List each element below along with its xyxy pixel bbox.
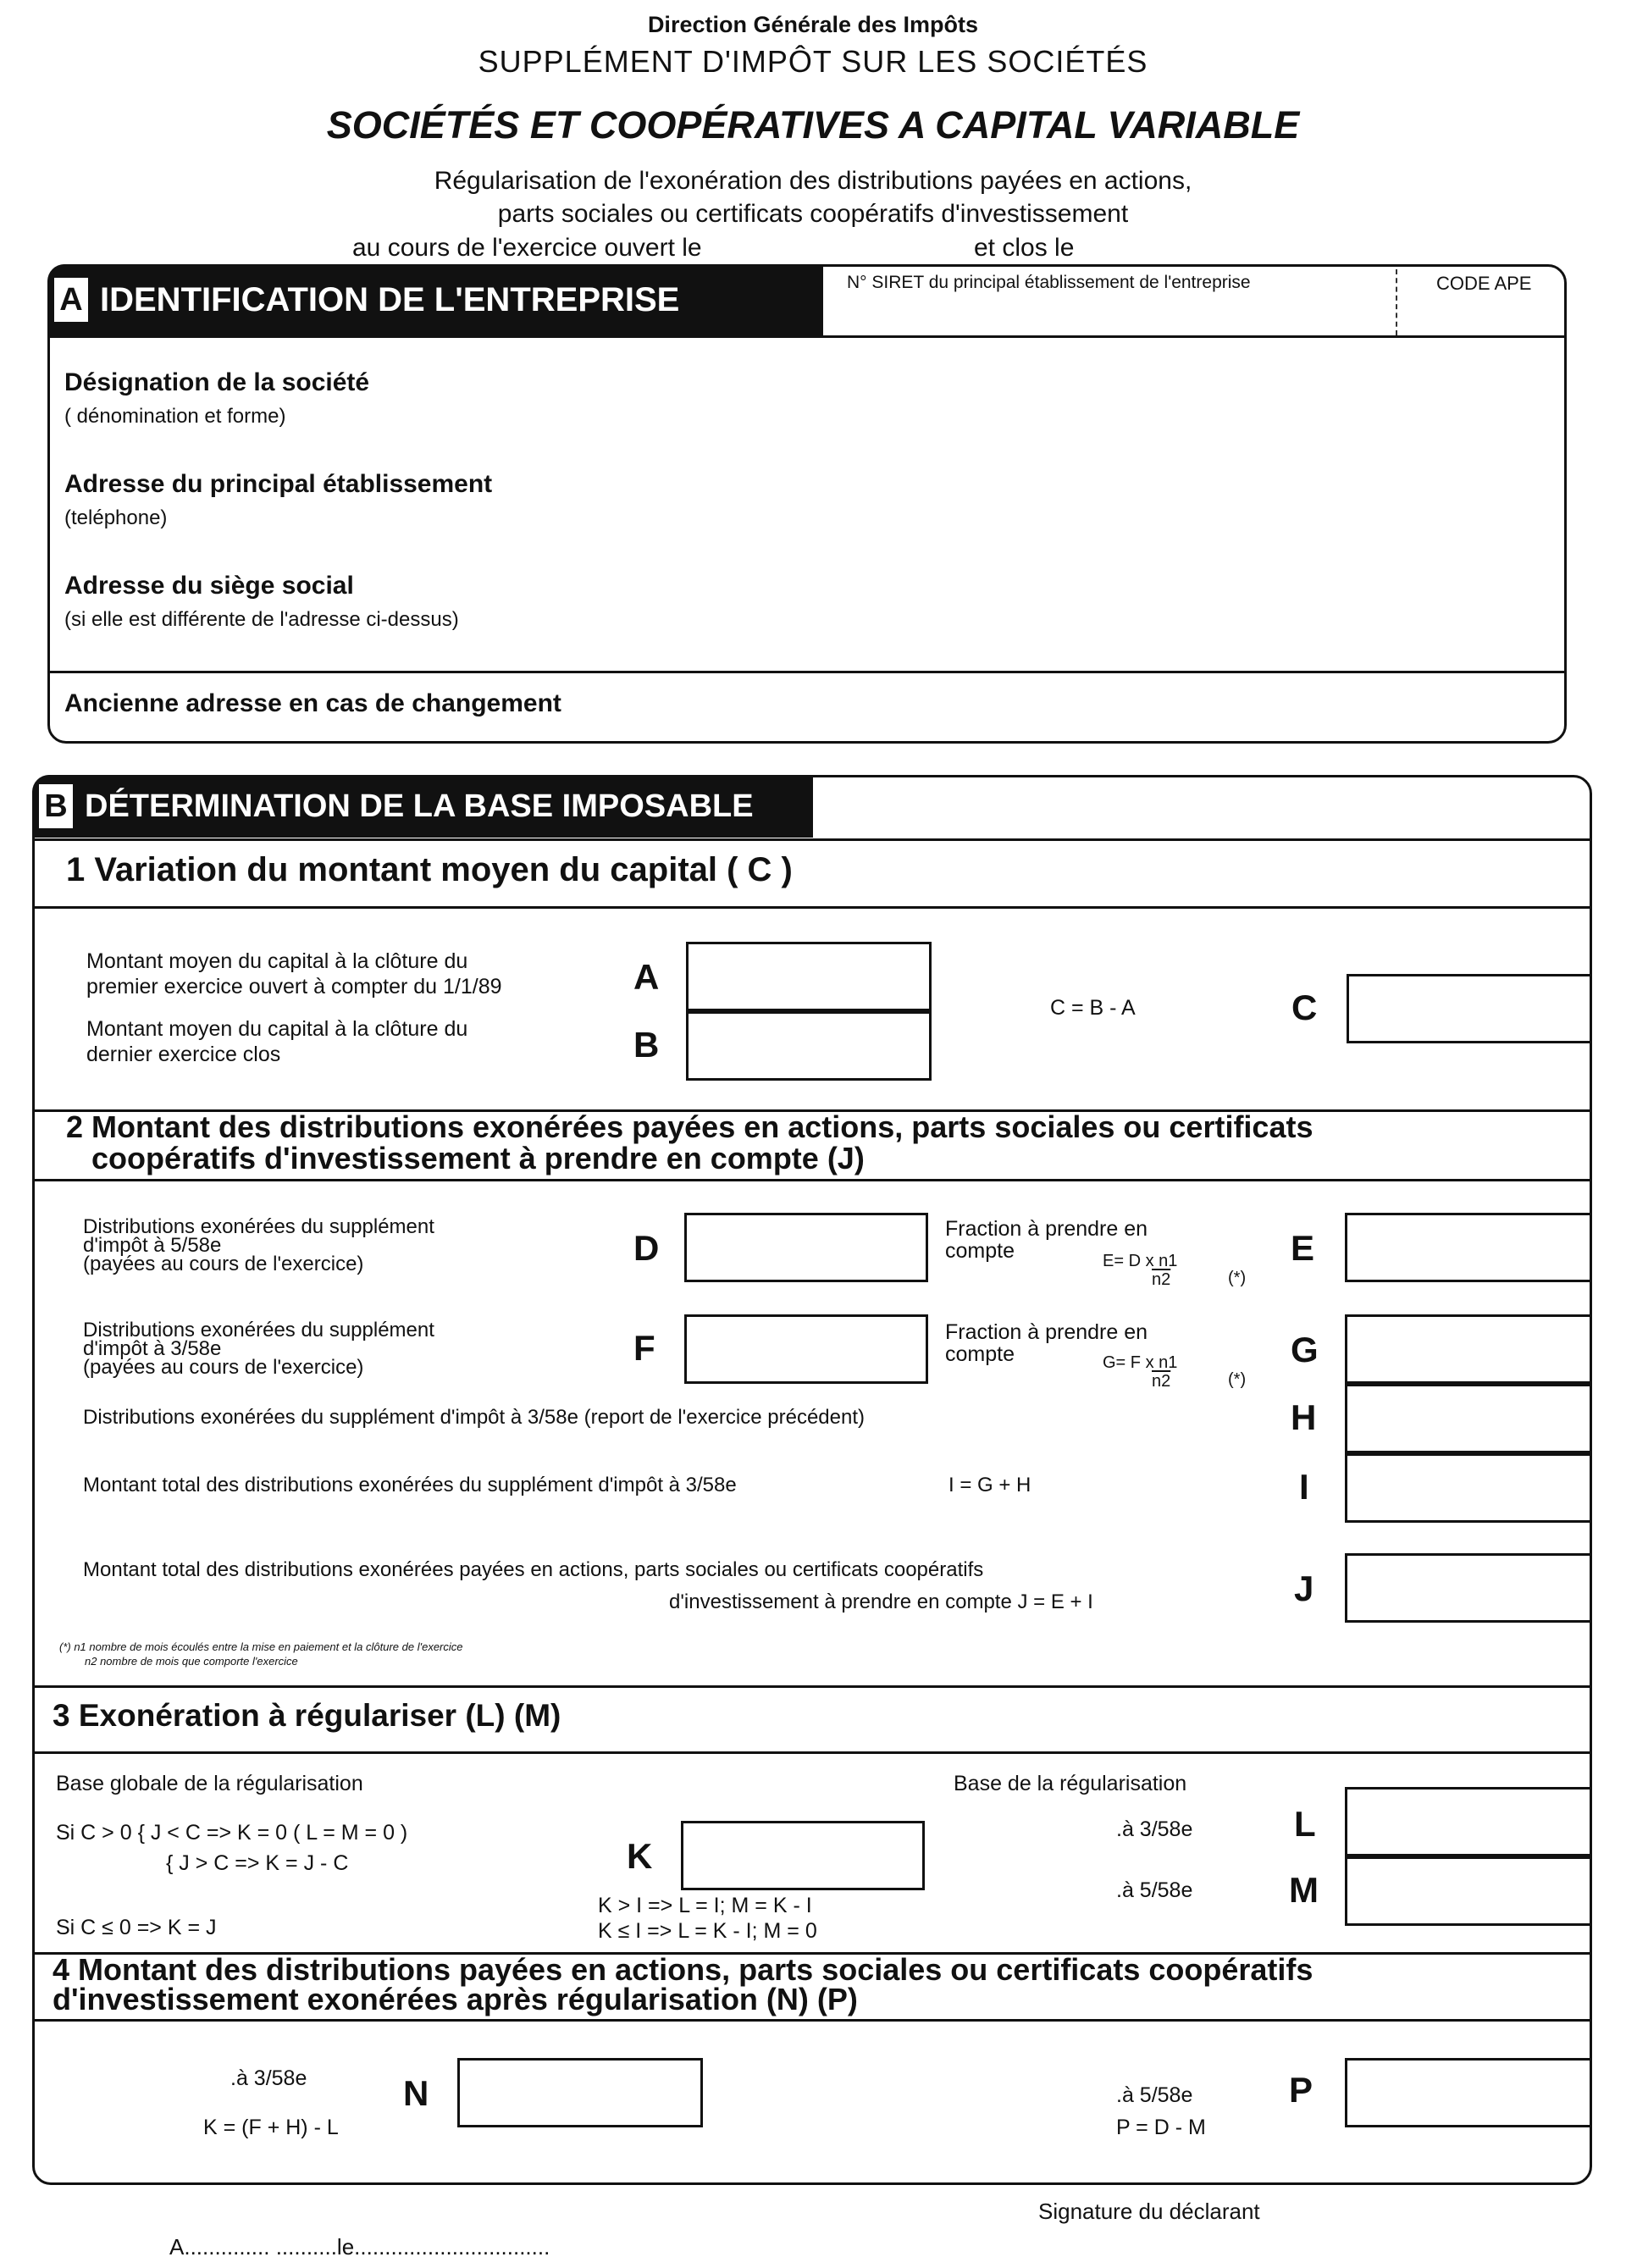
head-office-address-field[interactable] — [49, 563, 1557, 639]
total-i-label: Montant total des distributions exonérées du supplément d'impôt à 3/58e — [83, 1474, 737, 1496]
total-j-label-line-2: d'investissement à prendre en compte J = E + I — [669, 1590, 1093, 1613]
formula-e: E= D x n1 — [1103, 1252, 1178, 1270]
letter-b: B — [633, 1025, 660, 1065]
description-line-1: Régularisation de l'exonération des distributions payées en actions, — [434, 167, 1192, 195]
distribution-h-label: Distributions exonérées du supplément d'impôt à 3/58e (report de l'exercice précédent) — [83, 1406, 866, 1429]
p-rate-label: .à 5/58e — [1116, 2083, 1193, 2107]
m-rate-label: .à 5/58e — [1116, 1878, 1193, 1902]
part-4-rule — [32, 2019, 1592, 2022]
amount-i-input[interactable] — [1345, 1453, 1592, 1523]
letter-g: G — [1291, 1330, 1319, 1369]
letter-e: E — [1291, 1228, 1315, 1268]
amount-m-input[interactable] — [1345, 1856, 1592, 1926]
letter-m: M — [1289, 1870, 1319, 1910]
form-title: SUPPLÉMENT D'IMPÔT SUR LES SOCIÉTÉS — [478, 44, 1148, 79]
part-1-title: 1 Variation du montant moyen du capital ( C ) — [66, 851, 793, 888]
condition-1: Si C > 0 { J < C => K = 0 ( L = M = 0 ) — [56, 1821, 408, 1845]
company-name-field[interactable] — [49, 360, 1557, 436]
formula-g: G= F x n1 — [1103, 1353, 1178, 1372]
amount-f-input[interactable] — [684, 1314, 928, 1384]
section-a-title: IDENTIFICATION DE L'ENTREPRISE — [100, 280, 680, 318]
ape-input[interactable] — [1402, 296, 1555, 334]
main-establishment-address-label: Adresse du principal établissement — [64, 470, 493, 498]
siret-ape-divider — [1396, 269, 1397, 335]
amount-n-input[interactable] — [457, 2058, 703, 2127]
letter-c: C — [1291, 987, 1318, 1027]
amount-a-input[interactable] — [686, 942, 932, 1011]
part-3-title: 3 Exonération à régulariser (L) (M) — [53, 1698, 561, 1733]
letter-h: H — [1291, 1397, 1317, 1437]
formula-e-denominator: n2 — [1152, 1270, 1171, 1289]
head-office-address-hint: (si elle est différente de l'adresse ci-dessus) — [64, 608, 459, 631]
head-office-address-label: Adresse du siège social — [64, 572, 354, 600]
main-establishment-phone-hint: (teléphone) — [64, 506, 168, 529]
condition-2: { J > C => K = J - C — [166, 1851, 349, 1875]
letter-i: I — [1299, 1467, 1309, 1507]
p-formula: P = D - M — [1116, 2116, 1206, 2139]
section-b-letter: B — [39, 784, 73, 828]
signature-label: Signature du déclarant — [1038, 2199, 1260, 2224]
k-rule-2: K ≤ I => L = K - I; M = 0 — [598, 1919, 817, 1943]
amount-b-label: Montant moyen du capital à la clôture du dernier exercice clos — [86, 1017, 468, 1066]
global-base-label: Base globale de la régularisation — [56, 1772, 363, 1795]
letter-f: F — [633, 1328, 655, 1368]
regularisation-base-label: Base de la régularisation — [954, 1772, 1187, 1795]
letter-n: N — [403, 2073, 429, 2113]
l-rate-label: .à 3/58e — [1116, 1817, 1193, 1841]
formula-e-note-mark: (*) — [1228, 1269, 1247, 1287]
ape-label: CODE APE — [1436, 273, 1532, 294]
section-a-header-rule — [47, 335, 1567, 338]
k-rule-1: K > I => L = I; M = K - I — [598, 1894, 812, 1917]
section-b-title-bar — [32, 775, 813, 838]
place-date-line[interactable]: A.............. ..........le................................ — [169, 2234, 550, 2260]
amount-p-input[interactable] — [1345, 2058, 1592, 2127]
formula-i: I = G + H — [948, 1474, 1031, 1496]
total-j-label-line-1: Montant total des distributions exonérées payées en actions, parts sociales ou certificats coopératifs — [83, 1558, 984, 1581]
letter-j: J — [1294, 1568, 1314, 1608]
description-line-2: parts sociales ou certificats coopératifs d'investissement — [497, 200, 1129, 228]
formula-c: C = B - A — [1050, 996, 1136, 1020]
amount-e-input[interactable] — [1345, 1213, 1592, 1282]
section-a-old-address-rule — [47, 671, 1567, 673]
distribution-d-label: Distributions exonérées du supplément d'impôt à 5/58e (payées au cours de l'exercice) — [83, 1215, 434, 1275]
part-3-rule — [32, 1751, 1592, 1754]
part-4-title: 4 Montant des distributions payées en actions, parts sociales ou certificats coopératifs d'investissement exonérées après régularisation (N) (P) — [53, 1952, 1314, 2016]
amount-c-input[interactable] — [1347, 974, 1592, 1043]
old-address-field[interactable] — [49, 678, 1557, 733]
siret-label: N° SIRET du principal établissement de l'entreprise — [847, 273, 1251, 292]
n-formula: K = (F + H) - L — [203, 2116, 339, 2139]
letter-a: A — [633, 957, 660, 997]
amount-b-input[interactable] — [686, 1011, 932, 1081]
amount-l-input[interactable] — [1345, 1787, 1592, 1856]
amount-a-label: Montant moyen du capital à la clôture du premier exercice ouvert à compter du 1/1/89 — [86, 949, 502, 998]
fraction-g-label: Fraction à prendre en compte — [945, 1320, 1148, 1366]
part-3-top-rule — [32, 1685, 1592, 1688]
formula-g-denominator: n2 — [1152, 1372, 1171, 1391]
n-rate-label: .à 3/58e — [230, 2066, 307, 2090]
part-2-rule — [32, 1179, 1592, 1181]
company-name-label: Désignation de la société — [64, 368, 370, 396]
section-a-letter: A — [54, 278, 88, 322]
old-address-label: Ancienne adresse en cas de changement — [64, 689, 561, 717]
section-b-header-rule — [32, 838, 1592, 841]
part-2-title: 2 Montant des distributions exonérées payées en actions, parts sociales ou certificats coopératifs d'investissement à prendre en compte (J) — [66, 1109, 1314, 1175]
letter-l: L — [1294, 1804, 1316, 1844]
siret-input[interactable] — [830, 296, 1389, 334]
amount-k-input[interactable] — [681, 1821, 925, 1890]
amount-d-input[interactable] — [684, 1213, 928, 1282]
part-1-rule — [32, 906, 1592, 909]
agency-name: Direction Générale des Impôts — [647, 12, 979, 37]
section-b-title: DÉTERMINATION DE LA BASE IMPOSABLE — [85, 788, 754, 824]
footnote-n1-n2: (*) n1 nombre de mois écoulés entre la mise en paiement et la clôture de l'exercice n2 nombre de mois que comporte l'exercice — [59, 1640, 463, 1668]
section-a-title-bar — [47, 264, 823, 335]
period-close-label: et clos le — [974, 234, 1075, 262]
letter-p: P — [1289, 2070, 1314, 2110]
amount-h-input[interactable] — [1345, 1384, 1592, 1453]
letter-k: K — [627, 1836, 653, 1876]
amount-g-input[interactable] — [1345, 1314, 1592, 1384]
condition-3: Si C ≤ 0 => K = J — [56, 1916, 217, 1939]
company-name-hint: ( dénomination et forme) — [64, 405, 286, 428]
letter-d: D — [633, 1228, 660, 1268]
fraction-e-label: Fraction à prendre en compte — [945, 1217, 1148, 1263]
amount-j-input[interactable] — [1345, 1553, 1592, 1623]
period-open-label: au cours de l'exercice ouvert le — [352, 234, 702, 262]
main-establishment-address-field[interactable] — [49, 462, 1557, 538]
form-subtitle: SOCIÉTÉS ET COOPÉRATIVES A CAPITAL VARIABLE — [326, 103, 1300, 147]
distribution-f-label: Distributions exonérées du supplément d'impôt à 3/58e (payées au cours de l'exercice) — [83, 1319, 434, 1379]
formula-g-note-mark: (*) — [1228, 1370, 1247, 1389]
